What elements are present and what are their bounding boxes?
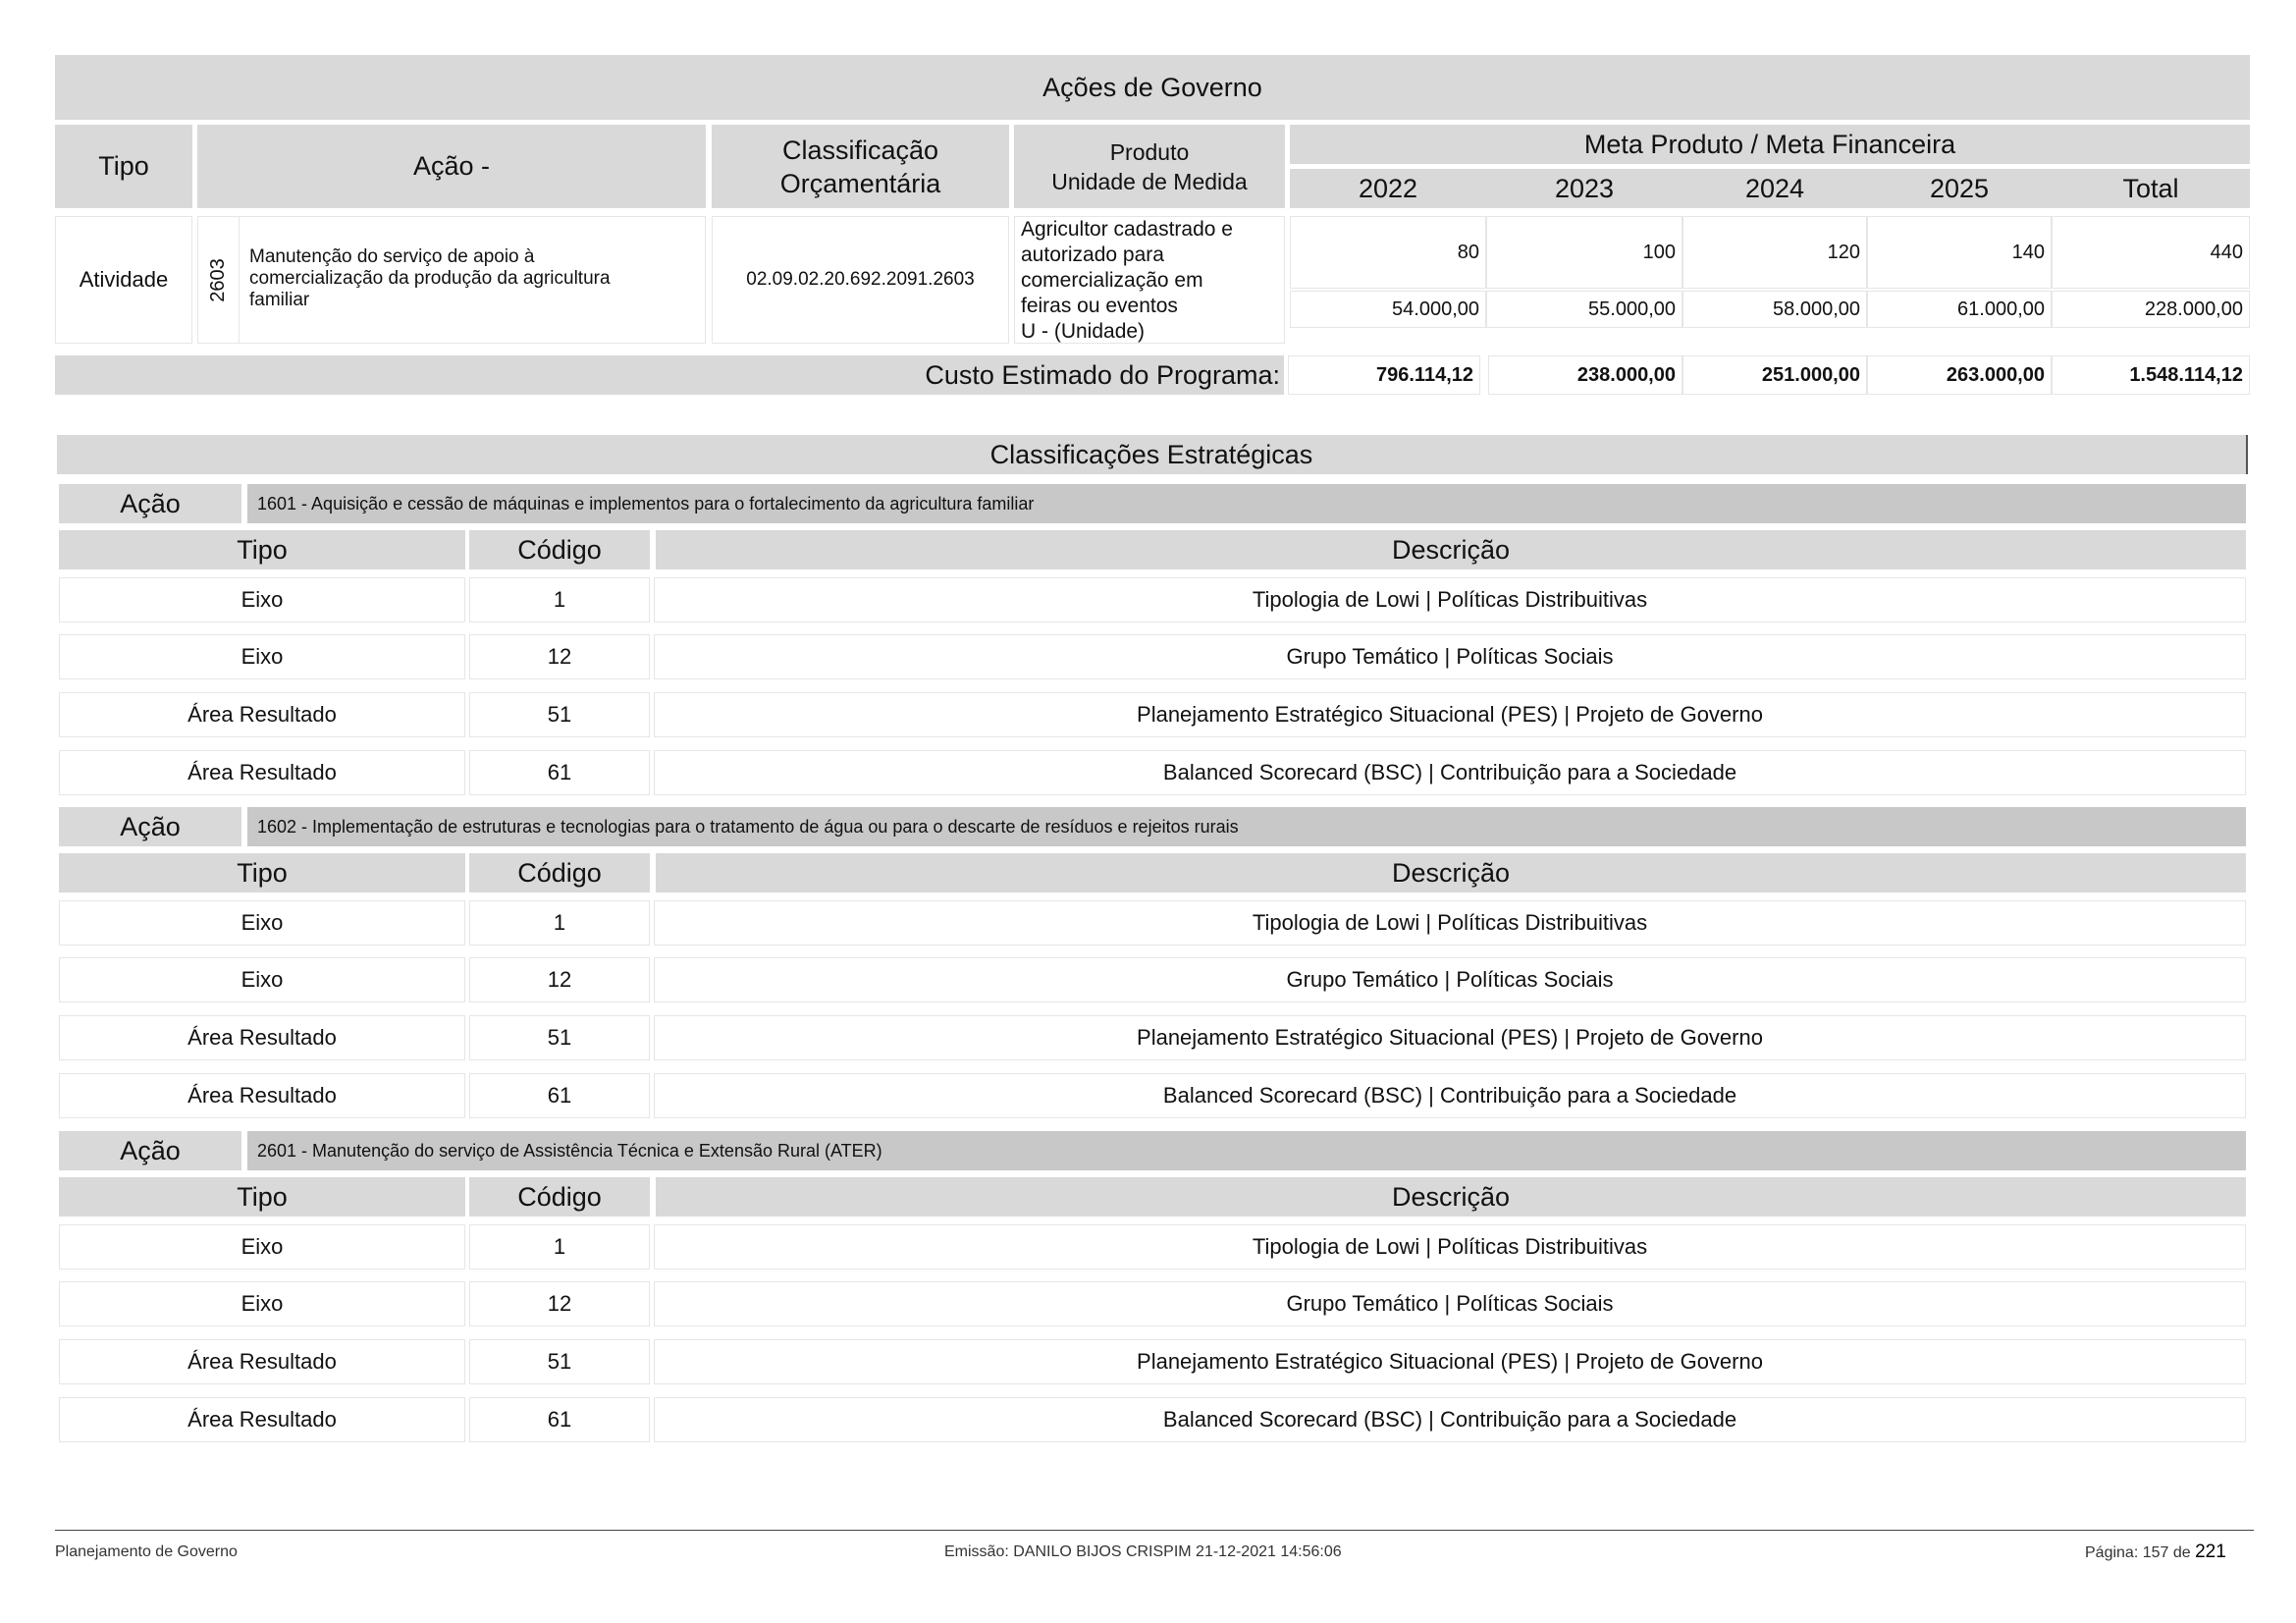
col-tipo: Tipo	[59, 1177, 465, 1217]
row-tipo: Área Resultado	[59, 1073, 465, 1118]
meta-produto-total: 440	[2052, 216, 2250, 289]
meta-financeira-2023: 55.000,00	[1486, 291, 1682, 328]
row-acao-code	[198, 217, 240, 343]
row-codigo: 51	[469, 1015, 650, 1060]
col-tipo: Tipo	[59, 853, 465, 893]
col-codigo: Código	[469, 530, 650, 569]
row-acao-code-text: 2603	[207, 257, 229, 302]
header-produto	[1014, 125, 1285, 208]
header-tipo: Tipo	[55, 125, 192, 208]
row-tipo: Atividade	[55, 216, 192, 344]
custo-2023: 238.000,00	[1488, 355, 1682, 395]
row-codigo: 61	[469, 1073, 650, 1118]
row-descricao: Tipologia de Lowi | Políticas Distribuitivas	[654, 1224, 2246, 1270]
col-codigo: Código	[469, 1177, 650, 1217]
produto-line-4: feiras ou eventos	[1021, 295, 1178, 317]
row-descricao: Grupo Temático | Políticas Sociais	[654, 634, 2246, 679]
custo-2024: 251.000,00	[1682, 355, 1867, 395]
row-codigo: 12	[469, 634, 650, 679]
header-meta: Meta Produto / Meta Financeira	[1290, 125, 2250, 164]
row-acao	[197, 216, 706, 344]
year-2024: 2024	[1744, 173, 1805, 203]
year-2025: 2025	[1929, 173, 1990, 203]
col-codigo: Código	[469, 853, 650, 893]
row-descricao: Planejamento Estratégico Situacional (PES) | Projeto de Governo	[654, 1339, 2246, 1384]
row-descricao: Tipologia de Lowi | Políticas Distribuitivas	[654, 577, 2246, 622]
acao-label: Ação	[59, 807, 241, 846]
row-descricao: Tipologia de Lowi | Políticas Distribuitivas	[654, 900, 2246, 946]
row-tipo: Eixo	[59, 634, 465, 679]
col-descricao: Descrição	[656, 853, 2246, 893]
col-descricao: Descrição	[656, 1177, 2246, 1217]
custo-label: Custo Estimado do Programa:	[55, 355, 1284, 395]
row-descricao: Balanced Scorecard (BSC) | Contribuição para a Sociedade	[654, 750, 2246, 795]
custo-2022: 796.114,12	[1288, 355, 1480, 395]
row-tipo: Eixo	[59, 900, 465, 946]
meta-financeira-total: 228.000,00	[2052, 291, 2250, 328]
year-2022: 2022	[1358, 173, 1418, 203]
header-unidade-label: Unidade de Medida	[1051, 168, 1248, 194]
produto-line-2: autorizado para	[1021, 243, 1164, 266]
footer-left: Planejamento de Governo	[55, 1543, 238, 1560]
acao-group-3	[59, 1131, 2246, 1443]
header-acao: Ação -	[197, 125, 706, 208]
row-tipo: Área Resultado	[59, 1015, 465, 1060]
footer-divider	[55, 1530, 2254, 1531]
row-codigo: 12	[469, 1281, 650, 1326]
acao-title: 1602 - Implementação de estruturas e tecnologias para o tratamento de água ou para o descarte de resíduos e rejeitos rurais	[247, 807, 2246, 846]
produto-line-1: Agricultor cadastrado e	[1021, 218, 1233, 241]
row-descricao: Balanced Scorecard (BSC) | Contribuição para a Sociedade	[654, 1073, 2246, 1118]
year-total: Total	[2122, 173, 2179, 203]
row-tipo: Eixo	[59, 1281, 465, 1326]
meta-produto-2022: 80	[1290, 216, 1486, 289]
row-descricao: Grupo Temático | Políticas Sociais	[654, 957, 2246, 1002]
col-descricao: Descrição	[656, 530, 2246, 569]
row-produto	[1014, 216, 1285, 344]
footer-emission: Emissão: DANILO BIJOS CRISPIM 21-12-2021 14:56:06	[944, 1543, 1342, 1560]
row-codigo: 1	[469, 1224, 650, 1270]
row-tipo: Área Resultado	[59, 1397, 465, 1442]
meta-produto-2025: 140	[1867, 216, 2052, 289]
acao-group-1	[59, 484, 2246, 796]
year-2023: 2023	[1554, 173, 1615, 203]
acoes-title: Ações de Governo	[55, 55, 2250, 120]
row-tipo: Eixo	[59, 577, 465, 622]
meta-produto-2024: 120	[1682, 216, 1867, 289]
row-descricao: Planejamento Estratégico Situacional (PES) | Projeto de Governo	[654, 1015, 2246, 1060]
produto-line-5: U - (Unidade)	[1021, 320, 1146, 343]
custo-total: 1.548.114,12	[2052, 355, 2250, 395]
row-descricao: Balanced Scorecard (BSC) | Contribuição para a Sociedade	[654, 1397, 2246, 1442]
row-acao-description: Manutenção do serviço de apoio à comercialização da produção da agricultura familiar	[249, 246, 611, 310]
acao-title: 2601 - Manutenção do serviço de Assistência Técnica e Extensão Rural (ATER)	[247, 1131, 2246, 1170]
footer-page	[2085, 1542, 2226, 1563]
row-descricao: Grupo Temático | Políticas Sociais	[654, 1281, 2246, 1326]
row-tipo: Eixo	[59, 1224, 465, 1270]
row-codigo: 1	[469, 900, 650, 946]
row-tipo: Área Resultado	[59, 750, 465, 795]
row-codigo: 12	[469, 957, 650, 1002]
acao-label: Ação	[59, 484, 241, 523]
col-tipo: Tipo	[59, 530, 465, 569]
row-codigo: 61	[469, 1397, 650, 1442]
meta-financeira-2022: 54.000,00	[1290, 291, 1486, 328]
acao-group-2	[59, 807, 2246, 1119]
row-codigo: 61	[469, 750, 650, 795]
custo-2025: 263.000,00	[1867, 355, 2052, 395]
acao-label: Ação	[59, 1131, 241, 1170]
meta-financeira-2024: 58.000,00	[1682, 291, 1867, 328]
row-classificacao: 02.09.02.20.692.2091.2603	[712, 216, 1009, 344]
row-tipo: Área Resultado	[59, 1339, 465, 1384]
row-tipo: Área Resultado	[59, 692, 465, 737]
row-codigo: 1	[469, 577, 650, 622]
classificacoes-title: Classificações Estratégicas	[57, 435, 2248, 474]
header-classificacao: Classificação Orçamentária	[712, 125, 1009, 208]
row-codigo: 51	[469, 692, 650, 737]
row-codigo: 51	[469, 1339, 650, 1384]
row-descricao: Planejamento Estratégico Situacional (PES) | Projeto de Governo	[654, 692, 2246, 737]
acao-title: 1601 - Aquisição e cessão de máquinas e implementos para o fortalecimento da agricultura familiar	[247, 484, 2246, 523]
header-produto-label: Produto	[1109, 138, 1190, 165]
meta-financeira-2025: 61.000,00	[1867, 291, 2052, 328]
meta-produto-2023: 100	[1486, 216, 1682, 289]
footer-page-total: 221	[2195, 1542, 2226, 1562]
row-tipo: Eixo	[59, 957, 465, 1002]
produto-line-3: comercialização em	[1021, 269, 1203, 292]
footer-page-label: Página: 157 de	[2085, 1544, 2191, 1561]
